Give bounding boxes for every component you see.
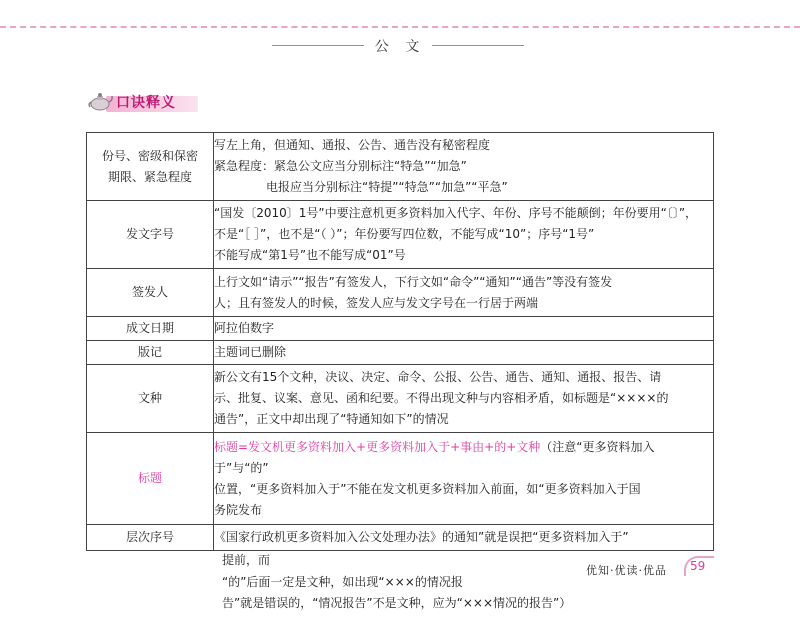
row-label: 标题 (87, 433, 214, 525)
table-row (87, 201, 714, 269)
content-line: 示、批复、议案、意见、函和纪要。不得出现文种与内容相矛盾，如标题是“××××的 (214, 391, 669, 405)
overflow-line: “的”后面一定是文种，如出现“×××的情况报 (222, 575, 463, 589)
row-content (214, 365, 714, 433)
overflow-text (222, 550, 270, 571)
row-label: 发文字号 (87, 201, 214, 269)
overflow-line: 告”就是错误的，“情况报告”不是文种，应为“×××情况的报告”） (222, 596, 572, 610)
row-content (214, 317, 714, 341)
content-line: 主题词已删除 (214, 345, 287, 359)
content-line: 阿拉伯数字 (214, 321, 275, 335)
row-label-line: 期限、紧急程度 (107, 169, 192, 184)
row-label: 成文日期 (87, 317, 214, 341)
table-row (87, 269, 714, 317)
table-row (87, 365, 714, 433)
content-line: 通告”，正文中却出现了“特通知如下”的情况 (214, 412, 449, 426)
row-label: 层次序号 (87, 525, 214, 551)
content-line: 电报应当分别标注“特提”“特急”“加急”“平急” (266, 180, 508, 194)
content-line: 人；且有签发人的时候，签发人应与发文字号在一行居于两端 (214, 295, 539, 310)
table-row (87, 317, 714, 341)
footer-slogan: 优知·优读·优品 (586, 564, 667, 577)
row-label-line: 份号、密级和保密 (101, 148, 198, 163)
row-content (214, 525, 714, 551)
content-line: 上行文如“请示”“报告”有签发人，下行文如“命令”“通知”“通告”等没有签发 (214, 274, 613, 289)
content-line: 务院发布 (214, 502, 263, 517)
row-content (214, 341, 714, 365)
row-content (214, 433, 714, 525)
rules-table (86, 132, 714, 551)
content-line: 紧急程度：紧急公文应当分别标注“特急”“加急” (214, 159, 467, 173)
content-line (214, 437, 713, 458)
overflow-text (222, 572, 571, 614)
section-title: 口诀释义 (116, 95, 176, 111)
overflow-line: 提前，而 (222, 553, 271, 567)
content-text: （注意“更多资料加入 (540, 439, 655, 454)
content-text: “国发〔2010〕1号”中要注意机更多资料加入代字、年份、序号不能颠倒；年份要用“〔 (214, 206, 673, 220)
row-content (214, 133, 714, 201)
content-line (214, 203, 713, 224)
content-line: 于”与“的” (214, 460, 269, 475)
content-line: 不是“［ ］”，也不是“（ ）”；年份要写四位数，不能写成“10”；序号“1号” (214, 227, 595, 241)
content-line: 位置，“更多资料加入于”不能在发文机更多资料加入前面，如“更多资料加入于国 (214, 481, 641, 496)
content-line: 《国家行政机更多资料加入公文处理办法》的通知”就是误把“更多资料加入于” (214, 530, 629, 544)
row-label: 文种 (87, 365, 214, 433)
table-row (87, 525, 714, 551)
row-label (87, 133, 214, 201)
page-header-title: 公 文 (374, 39, 426, 55)
top-dashed-rule (0, 26, 800, 28)
table-row (87, 133, 714, 201)
table-row (87, 433, 714, 525)
header-rule-right (432, 45, 524, 46)
table-row (87, 341, 714, 365)
teapot-icon (88, 90, 114, 112)
row-content (214, 269, 714, 317)
content-line: 新公文有15个文种，决议、决定、命令、公报、公告、通告、通知、通报、报告、请 (214, 370, 662, 384)
row-label: 版记 (87, 341, 214, 365)
page-number: 59 (690, 559, 706, 573)
row-label: 签发人 (87, 269, 214, 317)
content-line: 不能写成“第1号”也不能写成“01”号 (214, 248, 406, 262)
content-text: 〕”， (672, 206, 698, 220)
section-badge (88, 86, 208, 116)
title-formula: 标题=发文机更多资料加入+更多资料加入于+事由+的+文种 (214, 439, 541, 454)
row-content (214, 201, 714, 269)
content-line: 写左上角，但通知、通报、公告、通告没有秘密程度 (214, 138, 491, 152)
